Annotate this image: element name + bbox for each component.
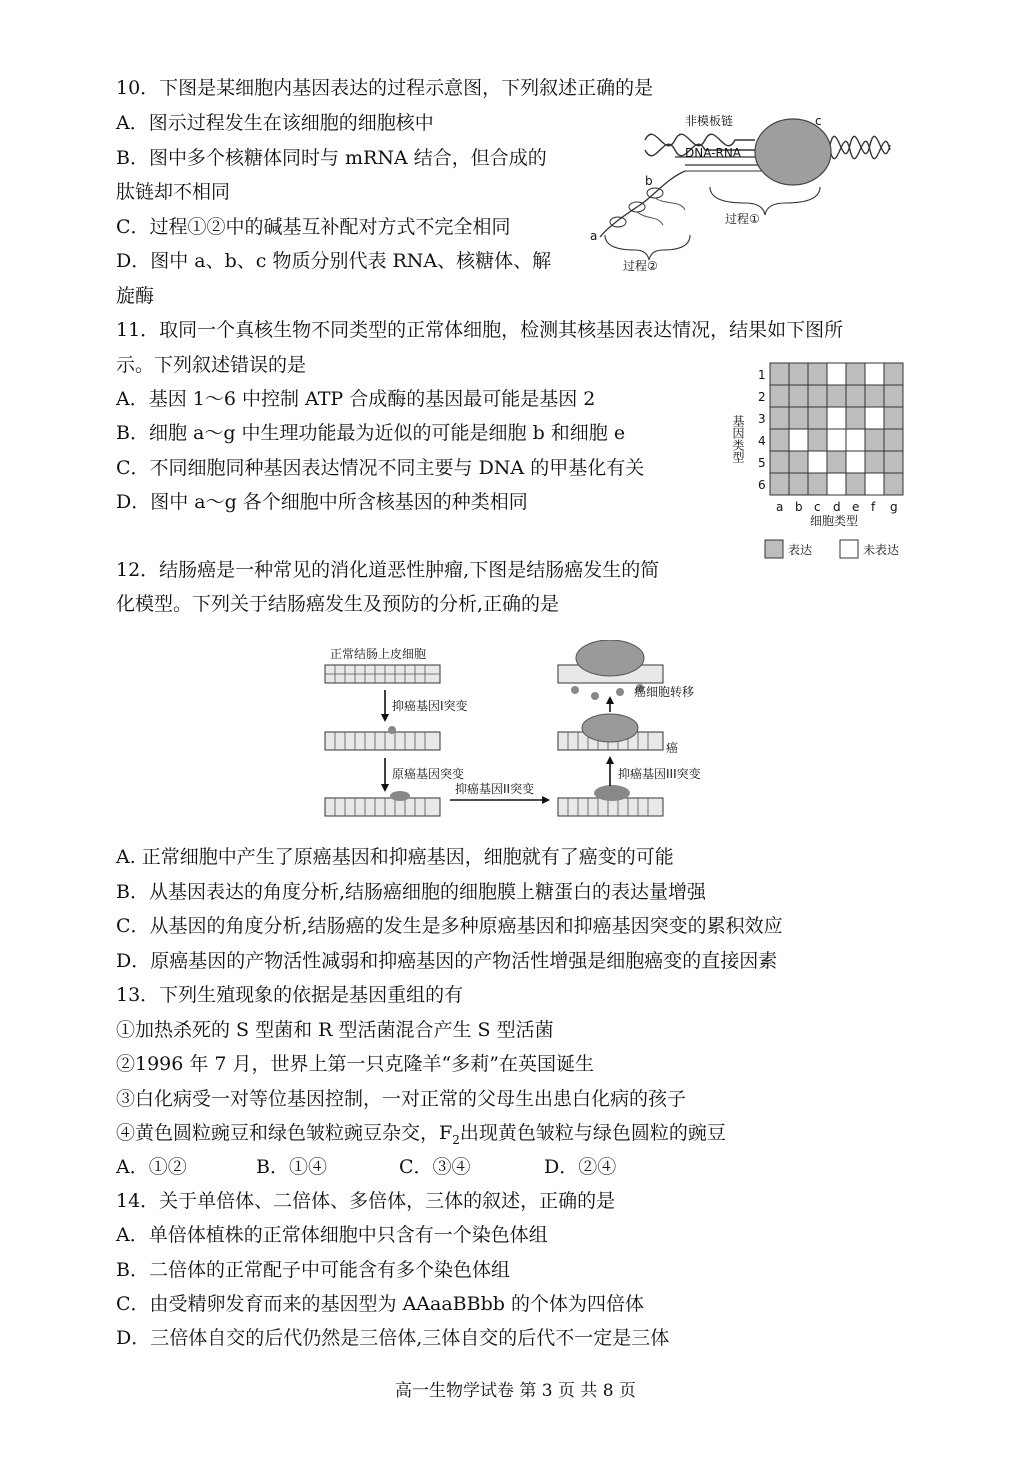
mutated-cell-layer-1 [325, 726, 440, 750]
legend-expressed: 表达 [788, 543, 813, 557]
enzyme-c [755, 119, 831, 185]
cancer-cell-layer [558, 714, 663, 750]
q11-stem: 11．取同一个真核生物不同类型的正常体细胞，检测其核基因表达情况，结果如下图所 [116, 319, 844, 341]
q14-option-c: C．由受精卵发育而来的基因型为 AAaaBBbb 的个体为四倍体 [116, 1293, 644, 1315]
grid-cell [827, 429, 846, 451]
grid-cell [884, 429, 903, 451]
q11-option-c: C．不同细胞同种基因表达情况不同主要与 DNA 的甲基化有关 [116, 457, 645, 479]
q10-option-b: B．图中多个核糖体同时与 mRNA 结合，但合成的 [116, 147, 547, 169]
grid-cell [789, 451, 808, 473]
grid-cell [808, 429, 827, 451]
grid-col-label: g [890, 500, 898, 514]
q13-options [116, 1155, 616, 1179]
gene-expression-grid [730, 355, 920, 570]
q13-item-2: ②1996 年 7 月，世界上第一只克隆羊“多莉”在英国诞生 [116, 1053, 594, 1075]
grid-cell [789, 407, 808, 429]
grid-col-label: b [795, 500, 803, 514]
q11-option-a: A．基因 1～6 中控制 ATP 合成酶的基因最可能是基因 2 [116, 388, 596, 410]
mutated-cell-layer-2 [325, 791, 440, 816]
grid-cell [884, 451, 903, 473]
q14-option-a: A．单倍体植株的正常体细胞中只含有一个染色体组 [116, 1224, 548, 1246]
grid-cell [770, 385, 789, 407]
grid-col-label: f [871, 500, 876, 514]
normal-cell-layer [325, 665, 440, 683]
grid-xlabel: 细胞类型 [810, 514, 859, 528]
q10-option-c: C．过程①②中的碱基互补配对方式不完全相同 [116, 216, 511, 238]
label-nontemplate: 非模板链 [685, 114, 734, 128]
q13-stem: 13．下列生殖现象的依据是基因重组的有 [116, 984, 464, 1006]
grid-cell [789, 429, 808, 451]
grid-cell [770, 429, 789, 451]
grid-cell [808, 363, 827, 385]
q14-stem: 14．关于单倍体、二倍体、多倍体，三体的叙述，正确的是 [116, 1190, 616, 1212]
legend-not-swatch [840, 540, 858, 558]
q12-option-c: C．从基因的角度分析,结肠癌的发生是多种原癌基因和抑癌基因突变的累积效应 [116, 915, 783, 937]
mutated-cell-layer-3 [558, 785, 663, 816]
grid-cell [808, 385, 827, 407]
label-step4: 抑癌基因III突变 [618, 767, 701, 781]
grid-cell [865, 385, 884, 407]
label-dna-rna: DNA-RNA [685, 146, 742, 160]
q10-option-b-cont: 肽链却不相同 [116, 181, 231, 203]
grid-cell [770, 407, 789, 429]
label-step1: 抑癌基因I突变 [392, 699, 468, 713]
grid-cell [808, 451, 827, 473]
grid-row-label: 6 [758, 478, 766, 492]
q12-option-d: D．原癌基因的产物活性减弱和抑癌基因的产物活性增强是细胞癌变的直接因素 [116, 950, 778, 972]
grid-cell [884, 407, 903, 429]
grid-cell [846, 429, 865, 451]
label-step3: 抑癌基因II突变 [455, 782, 535, 796]
grid-cell [770, 451, 789, 473]
grid-cell [846, 473, 865, 495]
page-footer: 高一生物学试卷 第 3 页 共 8 页 [394, 1381, 637, 1401]
gene-expression-diagram [585, 105, 905, 280]
q12-option-a: A. 正常细胞中产生了原癌基因和抑癌基因，细胞就有了癌变的可能 [116, 846, 674, 868]
q11-option-d: D．图中 a～g 各个细胞中所含核基因的种类相同 [116, 491, 528, 513]
label-step2: 原癌基因突变 [392, 767, 465, 781]
grid-cell [865, 363, 884, 385]
grid-cell [846, 363, 865, 385]
grid-col-label: c [814, 500, 821, 514]
grid-cell [808, 473, 827, 495]
q14-option-b: B．二倍体的正常配子中可能含有多个染色体组 [116, 1259, 510, 1281]
colon-cancer-diagram [320, 640, 720, 830]
grid-cell [865, 407, 884, 429]
grid-ylabel: 基因类型 [731, 415, 745, 463]
label-normal-cells: 正常结肠上皮细胞 [330, 647, 427, 661]
grid-row-label: 3 [758, 412, 766, 426]
grid-cell [846, 407, 865, 429]
q13-item-3: ③白化病受一对等位基因控制，一对正常的父母生出患白化病的孩子 [116, 1088, 687, 1110]
grid-cell [865, 429, 884, 451]
legend-expressed-swatch [765, 540, 783, 558]
grid-row-label: 2 [758, 390, 766, 404]
grid-cell [884, 473, 903, 495]
q13-option-c: C．③④ [399, 1156, 471, 1178]
q10-option-d: D．图中 a、b、c 物质分别代表 RNA、核糖体、解 [116, 250, 552, 272]
label-process1: 过程① [725, 212, 760, 226]
grid-cell [808, 407, 827, 429]
grid-col-label: e [852, 500, 860, 514]
grid-cell [884, 363, 903, 385]
q13-item-1: ①加热杀死的 S 型菌和 R 型活菌混合产生 S 型活菌 [116, 1019, 554, 1041]
label-metastasis: 癌细胞转移 [634, 685, 695, 699]
q12-stem: 12．结肠癌是一种常见的消化道恶性肿瘤,下图是结肠癌发生的简 [116, 559, 660, 581]
grid-cell [884, 385, 903, 407]
legend-not-expressed: 未表达 [863, 543, 900, 557]
grid-row-label: 4 [758, 434, 766, 448]
grid-col-label: a [776, 500, 784, 514]
grid-cell [789, 363, 808, 385]
q13-item-4-sub: 2 [452, 1132, 460, 1147]
q13-item-4-pre: ④黄色圆粒豌豆和绿色皱粒豌豆杂交，F [116, 1122, 453, 1144]
grid-cell [770, 473, 789, 495]
grid-cell [827, 407, 846, 429]
grid-row-label: 5 [758, 456, 766, 470]
label-b: b [645, 174, 653, 188]
q11-stem-cont: 示。下列叙述错误的是 [116, 354, 307, 376]
q13-item-4 [116, 1121, 726, 1152]
label-process2: 过程② [623, 259, 658, 273]
q13-option-a: A．①② [116, 1156, 187, 1178]
q10-option-d-cont: 旋酶 [116, 285, 155, 307]
grid-cell [827, 385, 846, 407]
q10-stem: 10．下图是某细胞内基因表达的过程示意图，下列叙述正确的是 [116, 77, 654, 99]
grid-cell [865, 473, 884, 495]
q10-option-a: A．图示过程发生在该细胞的细胞核中 [116, 112, 434, 134]
grid-cell [865, 451, 884, 473]
q13-item-4-post: 出现黄色皱粒与绿色圆粒的豌豆 [459, 1122, 726, 1144]
grid-col-label: d [833, 500, 841, 514]
grid-cell [770, 363, 789, 385]
ribosome [610, 217, 626, 227]
label-c: c [815, 114, 822, 128]
grid-cell [789, 385, 808, 407]
q12-option-b: B．从基因表达的角度分析,结肠癌细胞的细胞膜上糖蛋白的表达量增强 [116, 881, 707, 903]
grid-cell [827, 473, 846, 495]
q13-option-d: D．②④ [544, 1156, 617, 1178]
grid-row-label: 1 [758, 368, 766, 382]
grid-cell [846, 385, 865, 407]
q11-option-b: B．细胞 a～g 中生理功能最为近似的可能是细胞 b 和细胞 e [116, 422, 626, 444]
label-cancer: 癌 [666, 741, 679, 755]
q13-option-b: B．①④ [256, 1156, 327, 1178]
grid-cell [789, 473, 808, 495]
grid-cell [846, 451, 865, 473]
label-a: a [590, 229, 598, 243]
q14-option-d: D．三倍体自交的后代仍然是三倍体,三体自交的后代不一定是三体 [116, 1327, 670, 1349]
grid-cell [827, 451, 846, 473]
grid-cell [827, 363, 846, 385]
q12-stem-cont: 化模型。下列关于结肠癌发生及预防的分析,正确的是 [116, 593, 560, 615]
